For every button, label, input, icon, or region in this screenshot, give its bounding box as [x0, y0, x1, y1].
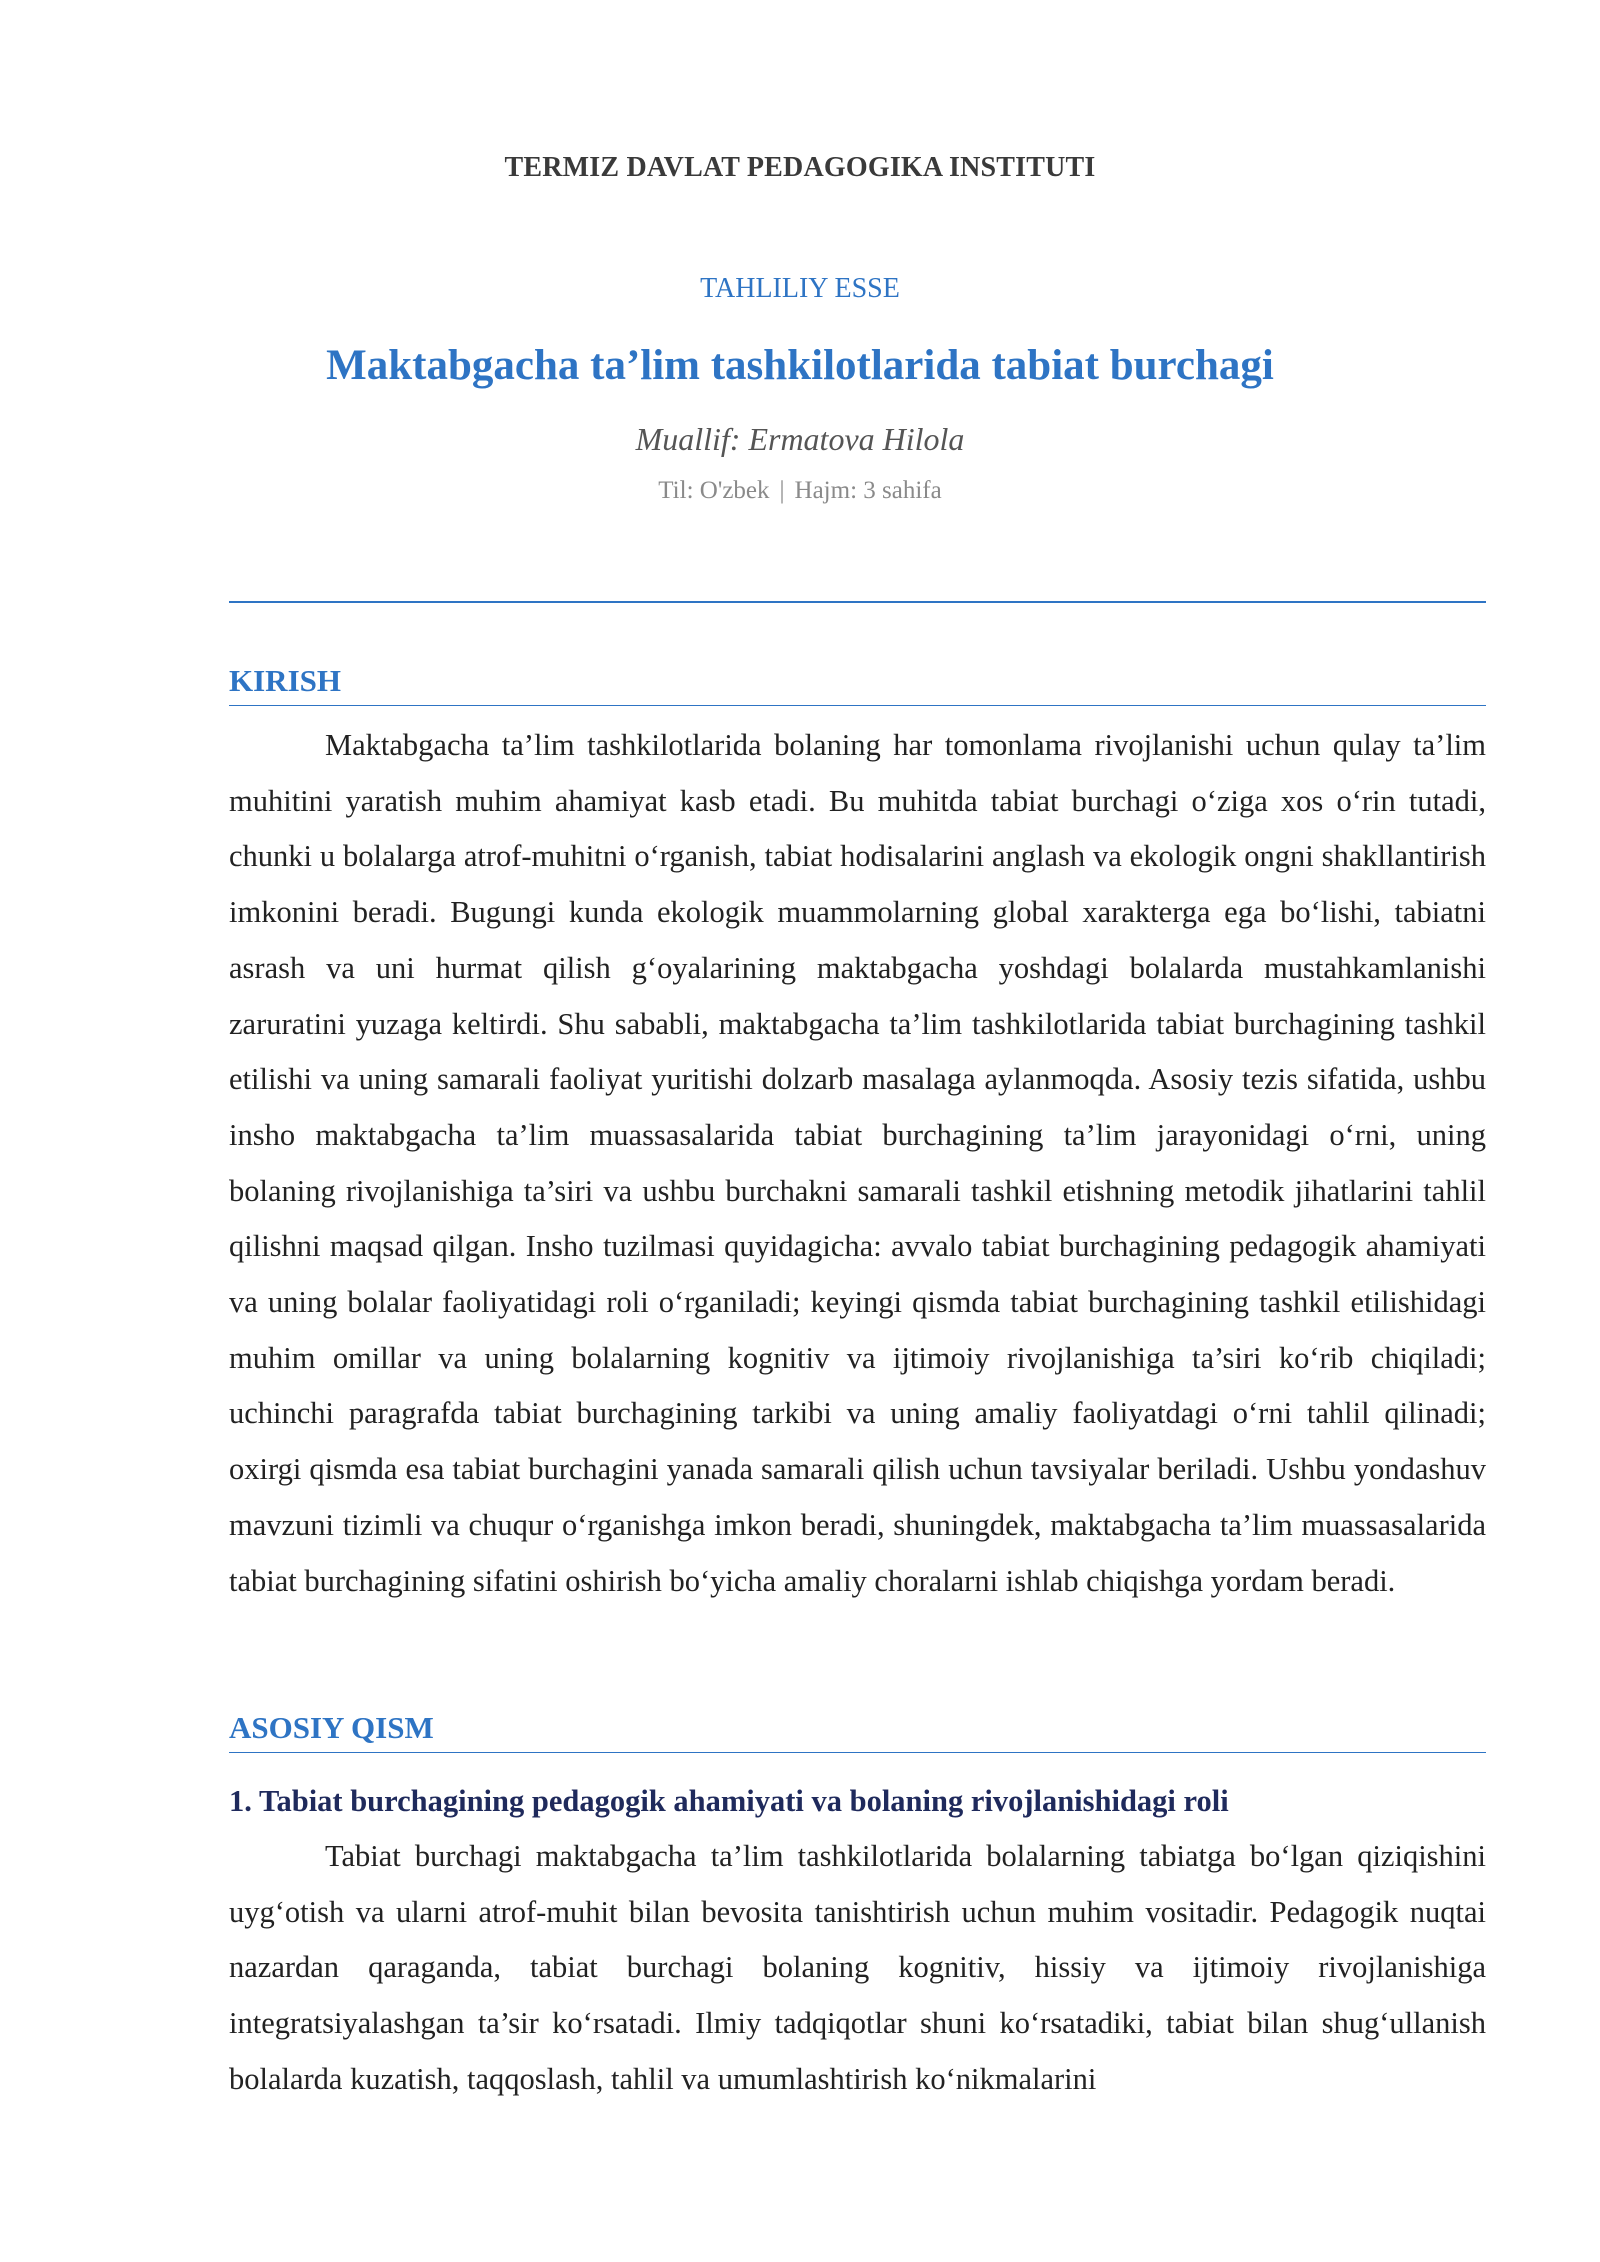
meta-separator: | — [779, 477, 785, 504]
institution-name: TERMIZ DAVLAT PEDAGOGIKA INSTITUTI — [504, 152, 1096, 183]
header-divider — [229, 601, 1486, 603]
volume-label: Hajm: 3 sahifa — [794, 477, 942, 504]
subsection-heading: 1. Tabiat burchagining pedagogik ahamiyati va bolaning rivojlanishidagi roli — [229, 1784, 1229, 1818]
section-heading-kirish: KIRISH — [229, 659, 1486, 706]
author-line: Muallif: Ermatova Hilola — [635, 421, 965, 457]
document-title: Maktabgacha ta’lim tashkilotlarida tabiat burchagi — [326, 342, 1274, 389]
language-label: Til: O'zbek — [658, 477, 770, 504]
document-meta — [0, 477, 1600, 505]
section-heading-asosiy-qism: ASOSIY QISM — [229, 1706, 1486, 1753]
body-paragraph: Tabiat burchagi maktabgacha ta’lim tashkilotlarida bolalarning tabiatga bo‘lgan qiziqishini uyg‘otish va ularni atrof-muhit bilan bevosita tanishtirish uchun muhim vositadir. Pedagogik nuqtai nazardan qaraganda, tabiat burchagi bolaning kognitiv, hissiy va ijtimoiy rivojlanishiga integratsiyalashgan ta’sir ko‘rsatadi. Ilmiy tadqiqotlar shuni ko‘rsatadiki, tabiat bilan shug‘ullanish bolalarda kuzatish, taqqoslash, tahlil va umumlashtirish ko‘nikmalarini — [229, 1839, 1486, 2096]
document-type: TAHLILIY ESSE — [700, 273, 900, 304]
intro-paragraph: Maktabgacha ta’lim tashkilotlarida bolaning har tomonlama rivojlanishi uchun qulay ta’lim muhitini yaratish muhim ahamiyat kasb etadi. Bu muhitda tabiat burchagi o‘ziga xos o‘rin tutadi, chunki u bolalarga atrof-muhitni o‘rganish, tabiat hodisalarini anglash va ekologik ongni shakllantirish imkonini beradi. Bugungi kunda ekologik muammolarning global xarakterga ega bo‘lishi, tabiatni asrash va uni hurmat qilish g‘oyalarining maktabgacha yoshdagi bolalarda mustahkamlanishi zaruratini yuzaga keltirdi. Shu sababli, maktabgacha ta’lim tashkilotlarida tabiat burchagining tashkil etilishi va uning samarali faoliyat yuritishi dolzarb masalaga aylanmoqda. Asosiy tezis sifatida, ushbu insho maktabgacha ta’lim muassasalarida tabiat burchagining ta’lim jarayonidagi o‘rni, uning bolaning rivojlanishiga ta’siri va ushbu burchakni samarali tashkil etishning metodik jihatlarini tahlil qilishni maqsad qilgan. Insho tuzilmasi quyidagicha: avvalo tabiat burchagining pedagogik ahamiyati va uning bolalar faoliyatidagi roli o‘rganiladi; keyingi qismda tabiat burchagining tashkil etilishidagi muhim omillar va uning bolalarning kognitiv va ijtimoiy rivojlanishiga ta’siri ko‘rib chiqiladi; uchinchi paragrafda tabiat burchagining tarkibi va uning amaliy faoliyatdagi o‘rni tahlil qilinadi; oxirgi qismda esa tabiat burchagini yanada samarali qilish uchun tavsiyalar beriladi. Ushbu yondashuv mavzuni tizimli va chuqur o‘rganishga imkon beradi, shuningdek, maktabgacha ta’lim muassasalarida tabiat burchagining sifatini oshirish bo‘yicha amaliy choralarni ishlab chiqishga yordam beradi. — [229, 728, 1486, 1598]
